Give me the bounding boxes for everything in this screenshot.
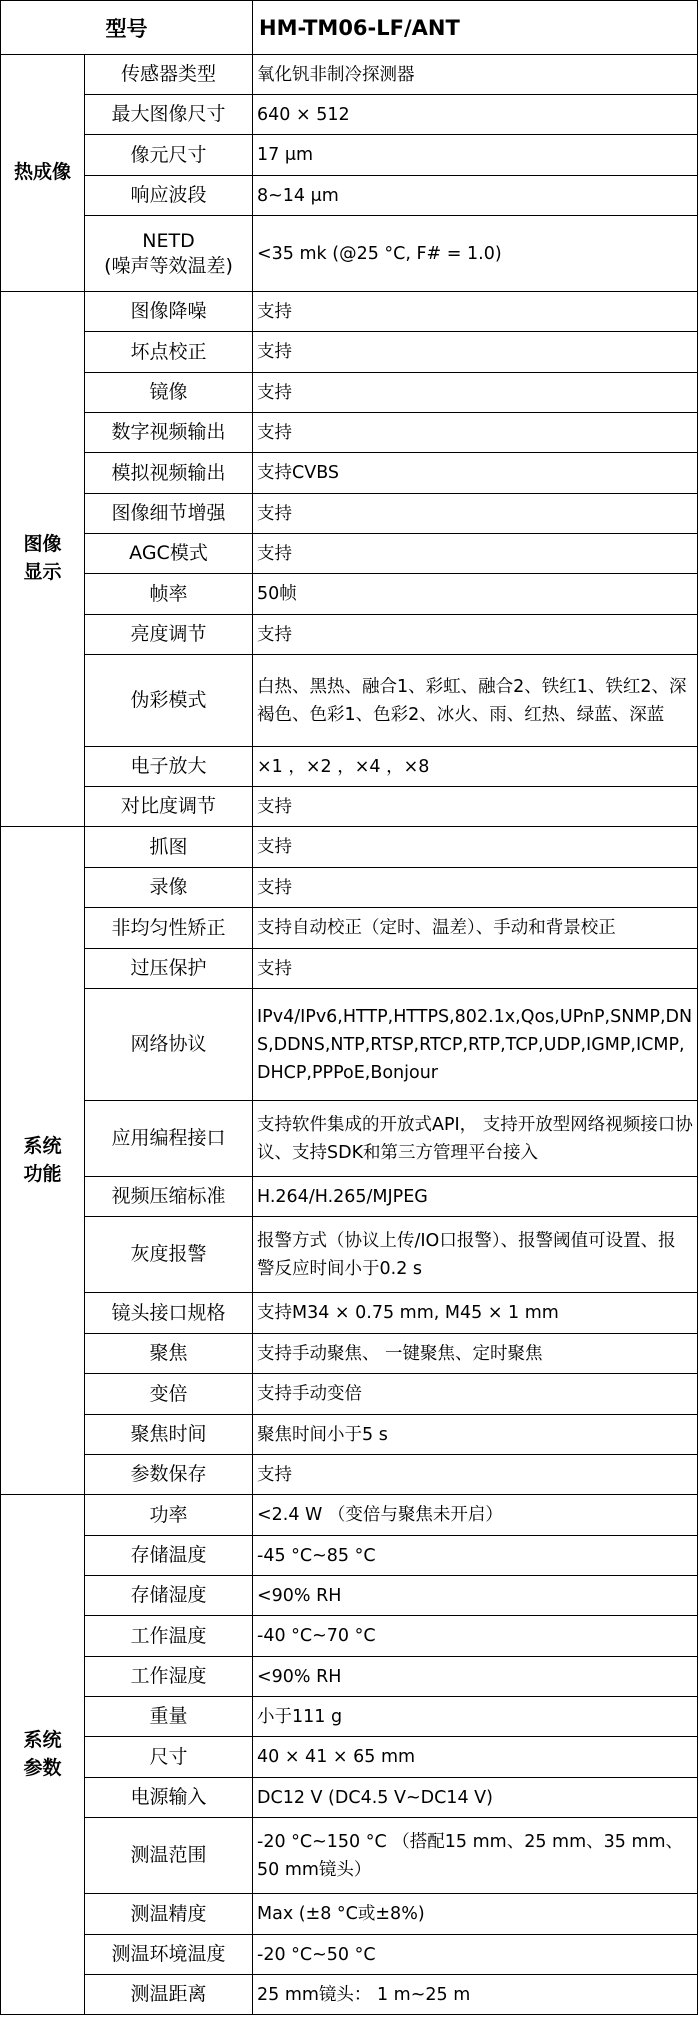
spec-row [1,1737,698,1778]
spec-row [1,1536,698,1576]
spec-value: 支持 [253,332,698,373]
group-label: 系统 参数 [1,1495,85,2015]
spec-value: -20 °C~50 °C [253,1935,698,1975]
spec-row [1,55,698,95]
spec-label: 视频压缩标准 [85,1177,253,1217]
spec-value: 支持M34 × 0.75 mm, M45 × 1 mm [253,1293,698,1334]
spec-row [1,413,698,453]
spec-label: 抓图 [85,827,253,868]
group-label: 系统 功能 [1,827,85,1495]
spec-value: 支持 [253,373,698,413]
spec-value: 小于111 g [253,1697,698,1737]
spec-label: AGC模式 [85,534,253,574]
spec-label: 传感器类型 [85,55,253,95]
spec-row [1,1374,698,1415]
spec-row [1,1576,698,1616]
spec-value: -40 °C~70 °C [253,1616,698,1657]
spec-row [1,787,698,827]
spec-label: 电源输入 [85,1778,253,1818]
spec-row [1,949,698,989]
spec-value: 支持CVBS [253,453,698,494]
spec-value: 支持 [253,949,698,989]
spec-label: 非均匀性矫正 [85,908,253,949]
spec-value: <90% RH [253,1657,698,1697]
spec-row [1,1455,698,1495]
spec-value: 报警方式（协议上传/IO口报警）、报警阈值可设置、报警反应时间小于0.2 s [253,1217,698,1293]
spec-row [1,176,698,216]
spec-row [1,534,698,574]
spec-label: 图像降噪 [85,292,253,332]
spec-label: 工作湿度 [85,1657,253,1697]
group-label: 图像 显示 [1,292,85,827]
spec-label: 功率 [85,1495,253,1536]
spec-row [1,908,698,949]
spec-value: IPv4/IPv6,HTTP,HTTPS,802.1x,Qos,UPnP,SNMP,DNS,DDNS,NTP,RTSP,RTCP,RTP,TCP,UDP,IGMP,ICMP,DHCP,PPPoE,Bonjour [253,989,698,1101]
spec-value: 支持 [253,534,698,574]
spec-label: 测温精度 [85,1894,253,1935]
spec-label: 网络协议 [85,989,253,1101]
spec-value: 氧化钒非制冷探测器 [253,55,698,95]
spec-row [1,1778,698,1818]
spec-value: -45 °C~85 °C [253,1536,698,1576]
spec-value: 支持 [253,292,698,332]
spec-row [1,1935,698,1975]
spec-row [1,1657,698,1697]
model-label: 型号 [1,1,253,55]
spec-label: 聚焦时间 [85,1415,253,1455]
spec-label: 应用编程接口 [85,1101,253,1177]
spec-value: 8~14 μm [253,176,698,216]
spec-label: 聚焦 [85,1334,253,1374]
spec-label: 数字视频输出 [85,413,253,453]
spec-row [1,615,698,655]
spec-label: 镜像 [85,373,253,413]
spec-label: 对比度调节 [85,787,253,827]
model-value: HM-TM06-LF/ANT [253,1,698,55]
spec-value: 聚焦时间小于5 s [253,1415,698,1455]
spec-row [1,1217,698,1293]
group-label: 热成像 [1,55,85,292]
spec-row [1,1818,698,1894]
spec-label: 模拟视频输出 [85,453,253,494]
spec-value: 25 mm镜头： 1 m~25 m [253,1975,698,2015]
spec-label: 录像 [85,868,253,908]
spec-value: 支持 [253,413,698,453]
spec-value: 40 × 41 × 65 mm [253,1737,698,1778]
spec-label: 图像细节增强 [85,494,253,534]
spec-label: 尺寸 [85,1737,253,1778]
spec-label: 帧率 [85,574,253,615]
spec-label: 重量 [85,1697,253,1737]
spec-row [1,1415,698,1455]
spec-label: 亮度调节 [85,615,253,655]
spec-value: <90% RH [253,1576,698,1616]
spec-row [1,1894,698,1935]
header-row [1,1,698,55]
spec-label: 最大图像尺寸 [85,95,253,135]
spec-value: 640 × 512 [253,95,698,135]
spec-table-body [1,1,698,2015]
spec-row [1,1495,698,1536]
spec-row [1,1616,698,1657]
spec-row [1,373,698,413]
spec-value: DC12 V (DC4.5 V~DC14 V) [253,1778,698,1818]
spec-value: 支持 [253,494,698,534]
spec-value: <2.4 W （变倍与聚焦未开启） [253,1495,698,1536]
spec-label: 伪彩模式 [85,655,253,747]
spec-value: 支持自动校正（定时、温差）、手动和背景校正 [253,908,698,949]
spec-value: 支持 [253,787,698,827]
spec-value: ×1 ，×2 ，×4 ，×8 [253,747,698,787]
spec-row [1,1975,698,2015]
spec-value: Max (±8 °C或±8%) [253,1894,698,1935]
spec-row [1,574,698,615]
spec-row [1,1101,698,1177]
spec-label: 参数保存 [85,1455,253,1495]
spec-value: 50帧 [253,574,698,615]
spec-value: 支持 [253,615,698,655]
spec-value: 17 μm [253,135,698,176]
spec-label: 测温范围 [85,1818,253,1894]
spec-row [1,747,698,787]
spec-label: 测温距离 [85,1975,253,2015]
spec-label: 工作温度 [85,1616,253,1657]
spec-value: <35 mk (@25 °C, F# = 1.0) [253,216,698,292]
spec-row [1,1334,698,1374]
spec-label: 响应波段 [85,176,253,216]
spec-label: 测温环境温度 [85,1935,253,1975]
spec-label: 坏点校正 [85,332,253,373]
spec-value: -20 °C~150 °C （搭配15 mm、25 mm、35 mm、50 mm镜头） [253,1818,698,1894]
spec-row [1,332,698,373]
spec-value: 支持软件集成的开放式API， 支持开放型网络视频接口协议、支持SDK和第三方管理平台接入 [253,1101,698,1177]
spec-row [1,292,698,332]
spec-row [1,494,698,534]
spec-value: 支持手动聚焦、 一键聚焦、定时聚焦 [253,1334,698,1374]
spec-label: NETD (噪声等效温差) [85,216,253,292]
spec-row [1,1697,698,1737]
spec-value: 支持 [253,1455,698,1495]
spec-row [1,989,698,1101]
spec-label: 电子放大 [85,747,253,787]
spec-row [1,95,698,135]
spec-row [1,1177,698,1217]
spec-row [1,453,698,494]
spec-row [1,216,698,292]
spec-label: 像元尺寸 [85,135,253,176]
spec-row [1,868,698,908]
spec-value: 支持手动变倍 [253,1374,698,1415]
spec-value: 白热、黑热、融合1、彩虹、融合2、铁红1、铁红2、深褐色、色彩1、色彩2、冰火、雨、红热、绿蓝、深蓝 [253,655,698,747]
spec-label: 灰度报警 [85,1217,253,1293]
spec-label: 过压保护 [85,949,253,989]
spec-value: 支持 [253,868,698,908]
spec-value: H.264/H.265/MJPEG [253,1177,698,1217]
spec-row [1,655,698,747]
spec-label: 存储湿度 [85,1576,253,1616]
spec-row [1,1293,698,1334]
spec-row [1,135,698,176]
spec-label: 存储温度 [85,1536,253,1576]
spec-value: 支持 [253,827,698,868]
spec-row [1,827,698,868]
spec-label: 镜头接口规格 [85,1293,253,1334]
spec-label: 变倍 [85,1374,253,1415]
